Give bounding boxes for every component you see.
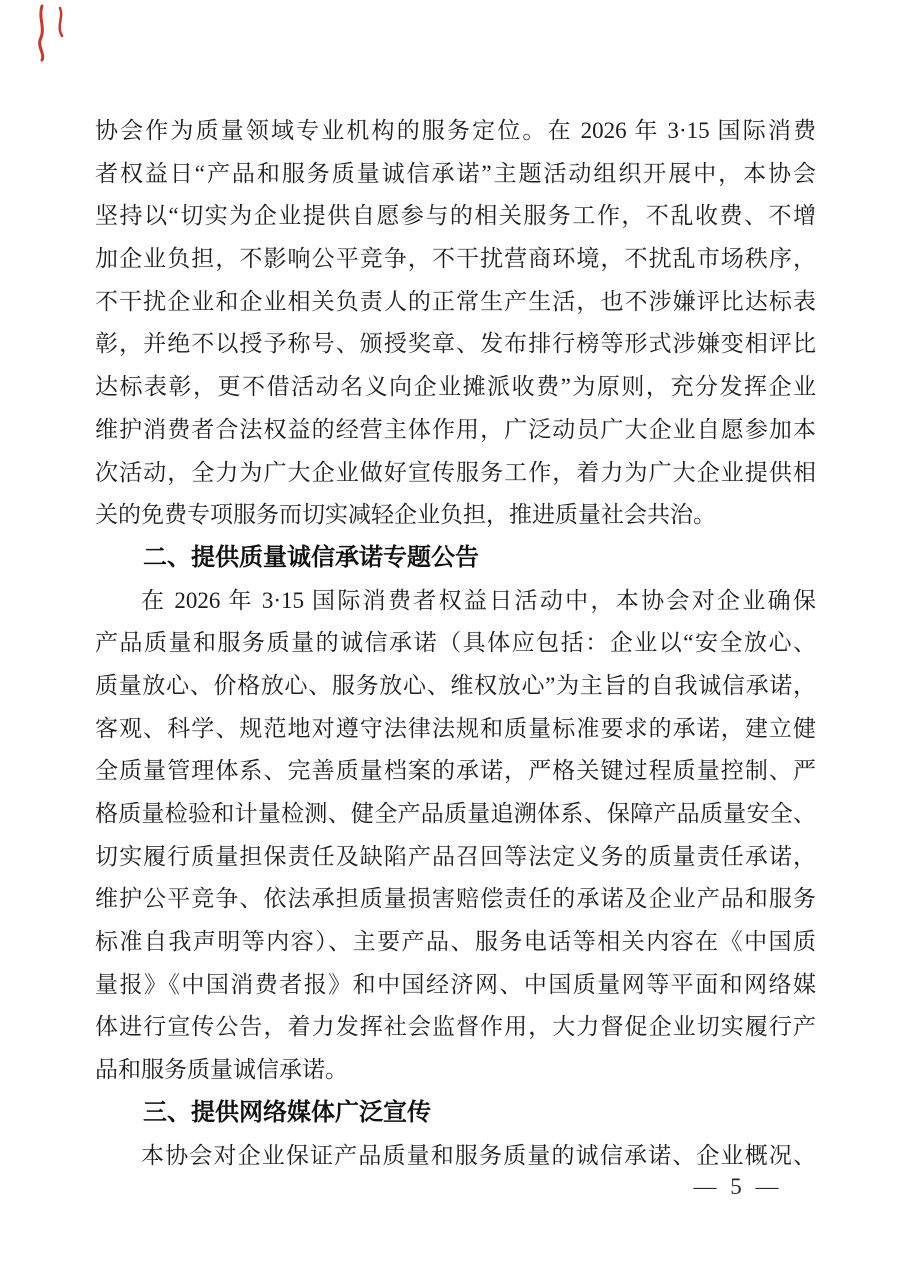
red-ink-mark	[32, 2, 76, 64]
text-line: 产品质量和服务质量的诚信承诺（具体应包括：企业以“安全放心、	[95, 630, 816, 656]
text-line: 量报》《中国消费者报》和中国经济网、中国质量网等平面和网络媒	[95, 971, 816, 997]
page-number: — 5 —	[693, 1174, 779, 1199]
text-line: 体进行宣传公告，着力发挥社会监督作用，大力督促企业切实履行产	[95, 1014, 816, 1040]
text-line: 在 2026 年 3·15 国际消费者权益日活动中，本协会对企业确保	[141, 587, 816, 613]
text-line: 彰，并绝不以授予称号、颁授奖章、发布排行榜等形式涉嫌变相评比	[95, 331, 816, 357]
text-line: 关的免费专项服务而切实减轻企业负担，推进质量社会共治。	[95, 502, 716, 528]
text-line: 维护消费者合法权益的经营主体作用，广泛动员广大企业自愿参加本	[95, 416, 816, 442]
text-line: 达标表彰，更不借活动名义向企业摊派收费”为原则，充分发挥企业	[95, 374, 816, 400]
text-line: 切实履行质量担保责任及缺陷产品召回等法定义务的质量责任承诺，	[95, 843, 816, 869]
text-line: 全质量管理体系、完善质量档案的承诺，严格关键过程质量控制、严	[95, 758, 816, 784]
text-line: 加企业负担，不影响公平竞争，不干扰营商环境，不扰乱市场秩序，	[95, 246, 816, 272]
text-line: 格质量检验和计量检测、健全产品质量追溯体系、保障产品质量安全、	[95, 801, 816, 826]
text-line: 次活动，全力为广大企业做好宣传服务工作，着力为广大企业提供相	[95, 459, 816, 485]
text-line: 品和服务质量诚信承诺。	[95, 1057, 348, 1083]
text-line: 不干扰企业和企业相关负责人的正常生产生活，也不涉嫌评比达标表	[95, 288, 816, 314]
text-line: 维护公平竞争、依法承担质量损害赔偿责任的承诺及企业产品和服务	[95, 886, 816, 912]
text-line: 者权益日“产品和服务质量诚信承诺”主题活动组织开展中，本协会	[95, 160, 816, 186]
text-line: 坚持以“切实为企业提供自愿参与的相关服务工作，不乱收费、不增	[95, 203, 816, 229]
section-heading: 二、提供质量诚信承诺专题公告	[143, 543, 479, 571]
text-line: 标准自我声明等内容）、主要产品、服务电话等相关内容在《中国质	[95, 929, 816, 955]
text-line: 客观、科学、规范地对遵守法律法规和质量标准要求的承诺，建立健	[95, 715, 816, 741]
text-line: 本协会对企业保证产品质量和服务质量的诚信承诺、企业概况、	[141, 1142, 816, 1168]
section-heading: 三、提供网络媒体广泛宣传	[143, 1098, 431, 1126]
text-line: 质量放心、价格放心、服务放心、维权放心”为主旨的自我诚信承诺，	[95, 672, 816, 698]
document-body-text	[95, 110, 816, 1177]
text-line: 协会作为质量领域专业机构的服务定位。在 2026 年 3·15 国际消费	[95, 118, 816, 143]
